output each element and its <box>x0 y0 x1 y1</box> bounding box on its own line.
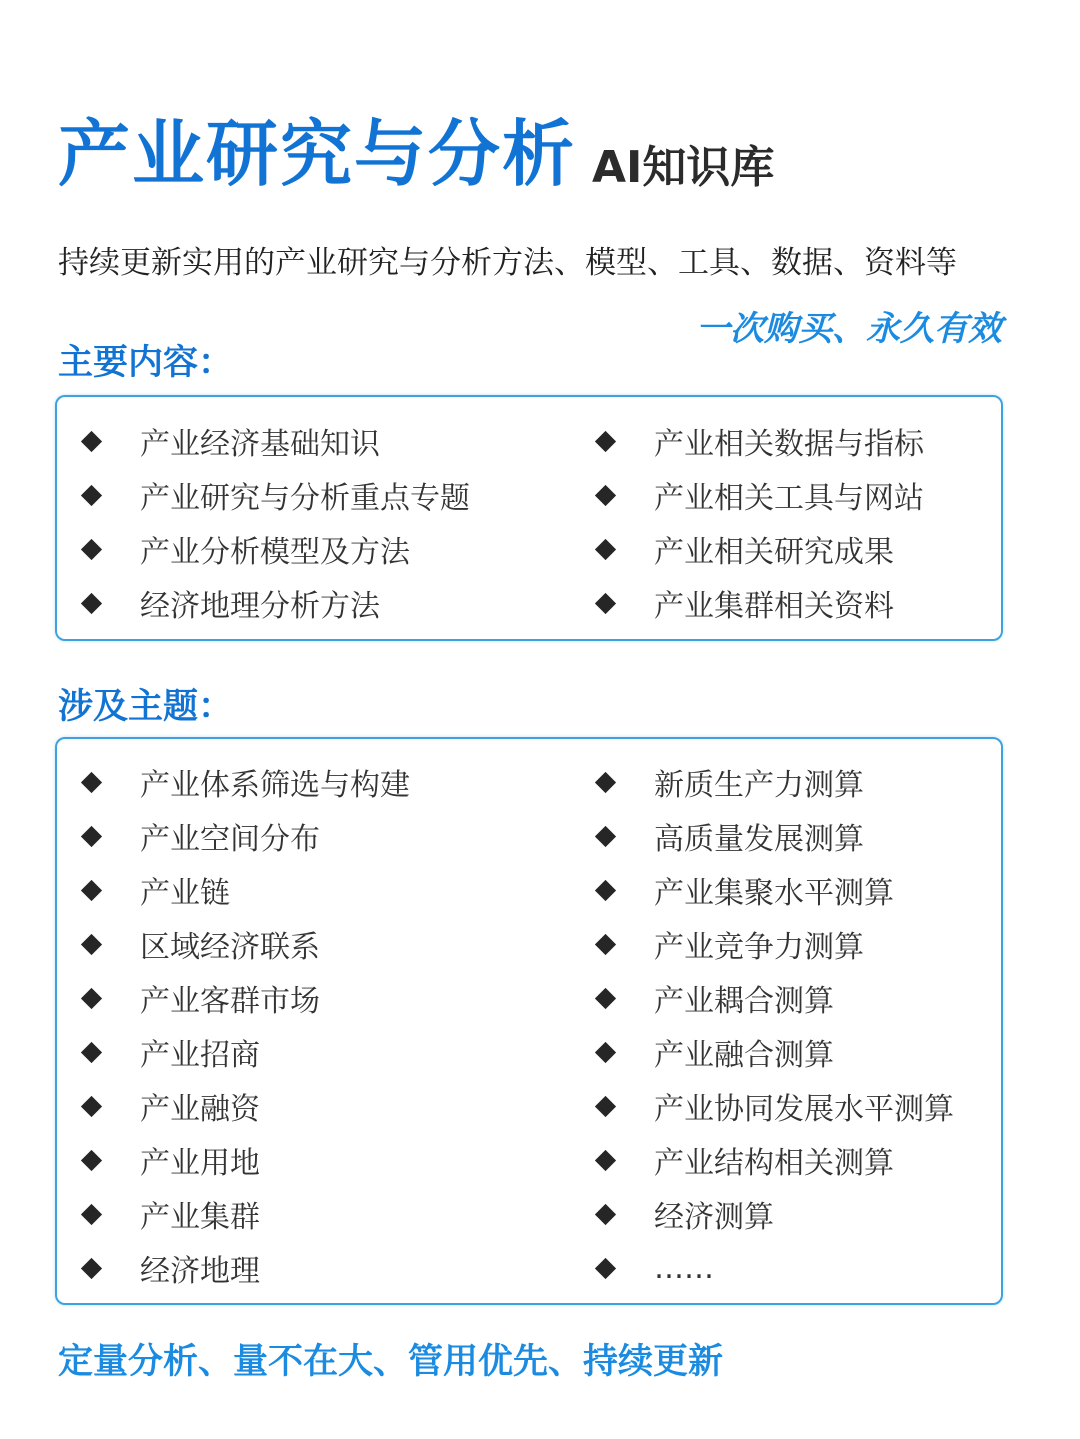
list-item-label: 产业融合测算 <box>654 1038 834 1073</box>
main-content-box <box>55 395 1003 641</box>
list-item-label: 产业链 <box>140 876 230 911</box>
page-title-suffix: AI知识库 <box>592 142 775 193</box>
diamond-bullet-icon <box>595 1041 616 1062</box>
list-item <box>571 809 1001 863</box>
list-item <box>57 1241 487 1295</box>
list-item-label: 产业相关研究成果 <box>654 535 894 570</box>
diamond-bullet-icon <box>81 538 102 559</box>
list-item-label: 产业用地 <box>140 1146 260 1181</box>
list-item <box>571 917 1001 971</box>
list-item-label: 产业耦合测算 <box>654 984 834 1019</box>
main-content-left-list <box>57 414 487 630</box>
diamond-bullet-icon <box>595 1257 616 1278</box>
diamond-bullet-icon <box>595 933 616 954</box>
list-item-label: 产业集群相关资料 <box>654 589 894 624</box>
list-item-label: 经济地理分析方法 <box>140 589 380 624</box>
list-item <box>571 755 1001 809</box>
diamond-bullet-icon <box>81 430 102 451</box>
diamond-bullet-icon <box>81 1257 102 1278</box>
list-item <box>571 1187 1001 1241</box>
list-item <box>571 1079 1001 1133</box>
list-item <box>571 1241 1001 1295</box>
list-item <box>571 576 1001 630</box>
list-item-label: 产业集群 <box>140 1200 260 1235</box>
list-item <box>571 414 1001 468</box>
list-item <box>57 863 487 917</box>
list-item <box>57 522 487 576</box>
diamond-bullet-icon <box>81 592 102 613</box>
diamond-bullet-icon <box>81 1149 102 1170</box>
diamond-bullet-icon <box>81 484 102 505</box>
list-item-label: 新质生产力测算 <box>654 768 864 803</box>
list-item-label: 经济测算 <box>654 1200 774 1235</box>
list-item-label: 产业招商 <box>140 1038 260 1073</box>
diamond-bullet-icon <box>81 933 102 954</box>
list-item <box>57 468 487 522</box>
diamond-bullet-icon <box>595 771 616 792</box>
topics-heading: 涉及主题： <box>58 687 234 727</box>
list-item-label: 区域经济联系 <box>140 930 320 965</box>
list-item <box>57 971 487 1025</box>
list-item-label: 产业相关工具与网站 <box>654 481 924 516</box>
list-item-label: 产业分析模型及方法 <box>140 535 410 570</box>
list-item-label: 产业研究与分析重点专题 <box>140 481 470 516</box>
list-item <box>57 917 487 971</box>
list-item-label: 产业经济基础知识 <box>140 427 380 462</box>
diamond-bullet-icon <box>595 1149 616 1170</box>
diamond-bullet-icon <box>81 879 102 900</box>
list-item <box>571 1133 1001 1187</box>
diamond-bullet-icon <box>595 879 616 900</box>
list-item <box>57 1079 487 1133</box>
list-item <box>57 414 487 468</box>
list-item-label: 产业空间分布 <box>140 822 320 857</box>
list-item-label: 产业集聚水平测算 <box>654 876 894 911</box>
page-title: 产业研究与分析 <box>58 112 577 196</box>
diamond-bullet-icon <box>595 430 616 451</box>
list-item-label: 产业客群市场 <box>140 984 320 1019</box>
topics-box <box>55 737 1003 1305</box>
diamond-bullet-icon <box>595 825 616 846</box>
topics-right-list <box>571 755 1001 1295</box>
diamond-bullet-icon <box>595 987 616 1008</box>
list-item-label: 产业相关数据与指标 <box>654 427 924 462</box>
diamond-bullet-icon <box>595 1095 616 1116</box>
list-item <box>571 971 1001 1025</box>
diamond-bullet-icon <box>81 1041 102 1062</box>
list-item <box>57 755 487 809</box>
list-item-label: 产业融资 <box>140 1092 260 1127</box>
list-item <box>57 1187 487 1241</box>
main-content-heading: 主要内容： <box>58 343 234 383</box>
list-item <box>571 863 1001 917</box>
subtitle: 持续更新实用的产业研究与分析方法、模型、工具、数据、资料等 <box>58 245 957 281</box>
list-item <box>57 809 487 863</box>
diamond-bullet-icon <box>81 1203 102 1224</box>
list-item-label: 高质量发展测算 <box>654 822 864 857</box>
list-item <box>57 1025 487 1079</box>
diamond-bullet-icon <box>595 1203 616 1224</box>
list-item-label: 产业结构相关测算 <box>654 1146 894 1181</box>
diamond-bullet-icon <box>81 987 102 1008</box>
slogan: 一次购买、永久有效 <box>696 309 1002 349</box>
list-item-label: 产业体系筛选与构建 <box>140 768 410 803</box>
list-item <box>57 576 487 630</box>
list-item <box>571 522 1001 576</box>
list-item-label: …… <box>654 1250 714 1286</box>
diamond-bullet-icon <box>81 825 102 846</box>
diamond-bullet-icon <box>81 1095 102 1116</box>
diamond-bullet-icon <box>595 592 616 613</box>
list-item-label: 经济地理 <box>140 1254 260 1289</box>
list-item <box>571 468 1001 522</box>
list-item-label: 产业竞争力测算 <box>654 930 864 965</box>
list-item <box>57 1133 487 1187</box>
diamond-bullet-icon <box>595 484 616 505</box>
diamond-bullet-icon <box>81 771 102 792</box>
list-item-label: 产业协同发展水平测算 <box>654 1092 954 1127</box>
list-item <box>571 1025 1001 1079</box>
topics-left-list <box>57 755 487 1295</box>
footer-slogan: 定量分析、量不在大、管用优先、持续更新 <box>58 1342 724 1382</box>
diamond-bullet-icon <box>595 538 616 559</box>
main-content-right-list <box>571 414 1001 630</box>
